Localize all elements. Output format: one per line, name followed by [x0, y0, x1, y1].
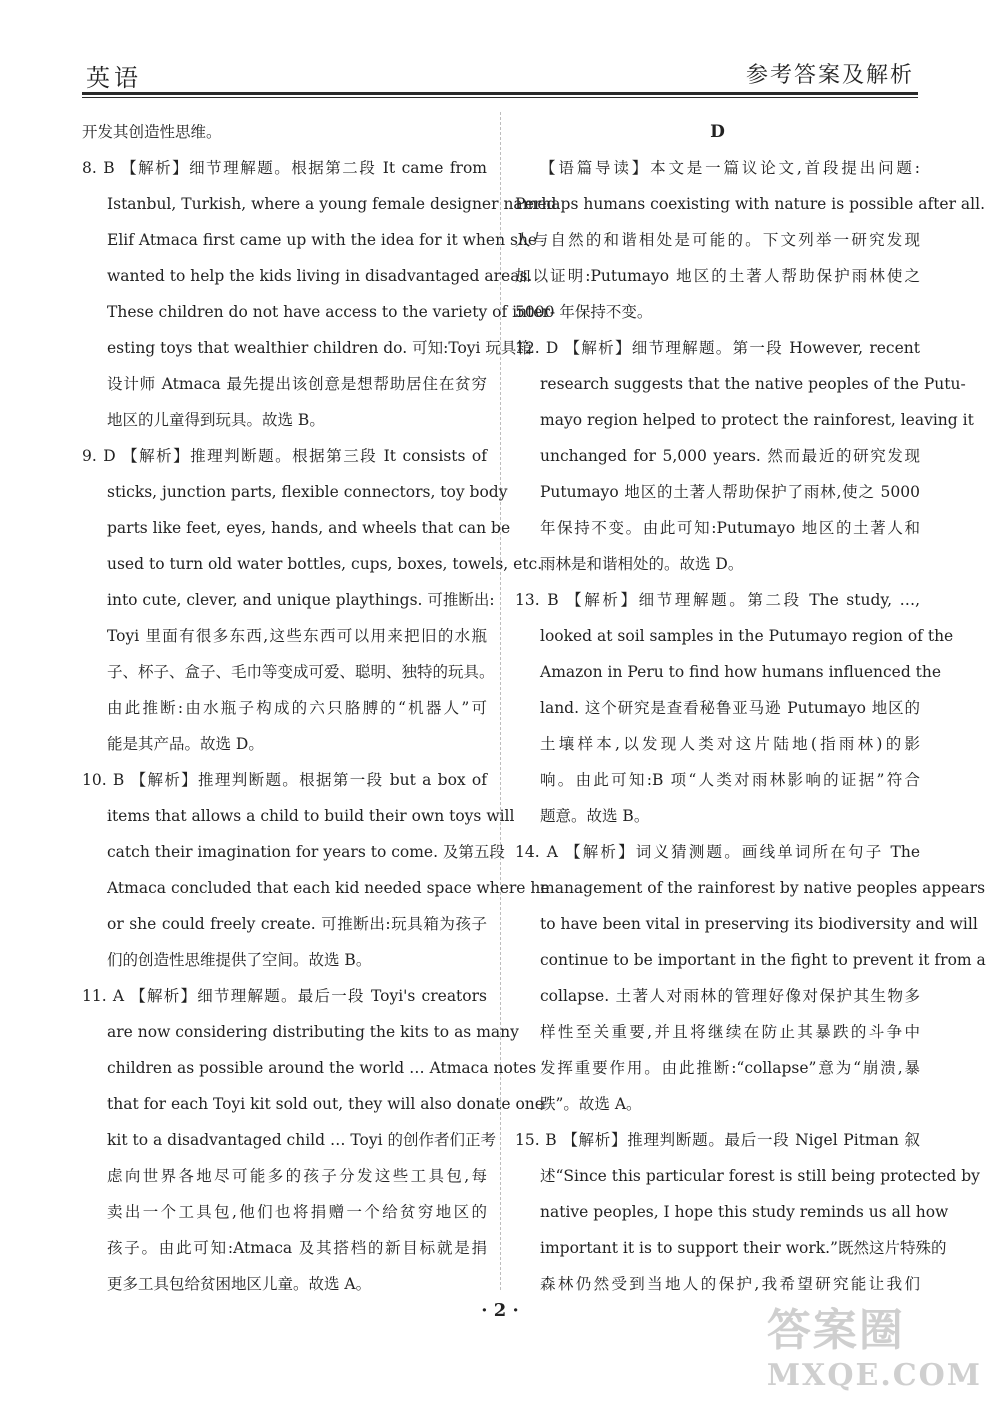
text-line: esting toys that wealthier children do. 可知:Toyi 玩具箱: [107, 339, 532, 357]
text-line: to have been vital in preserving its biodiversity and will: [540, 915, 978, 933]
text-line: 卖出一个工具包,他们也将捐赠一个给贫穷地区的: [107, 1203, 487, 1221]
text-line: 样性至关重要,并且将继续在防止其暴跌的斗争中: [540, 1023, 920, 1041]
text-line: management of the rainforest by native peoples appears: [540, 879, 986, 897]
text-line: 由此推断:由水瓶子构成的六只胳膊的“机器人”可: [107, 699, 487, 717]
text-line: 能是其产品。故选 D。: [107, 735, 264, 753]
text-line: 人与自然的和谐相处是可能的。下文列举一研究发现: [515, 231, 920, 249]
text-line: important it is to support their work.”既然这片特殊的: [540, 1239, 947, 1257]
text-line: 述“Since this particular forest is still being protected by: [540, 1167, 980, 1185]
text-line: 年保持不变。由此可知:Putumayo 地区的土著人和: [540, 519, 920, 537]
text-line: that for each Toyi kit sold out, they will also donate one: [107, 1095, 544, 1113]
left-column: [82, 114, 557, 1302]
text-line: Toyi 里面有很多东西,这些东西可以用来把旧的水瓶: [107, 627, 487, 645]
text-line: 开发其创造性思维。: [82, 123, 222, 141]
answer-10: 10. B 【解析】推理判断题。根据第一段 but a box of: [82, 771, 487, 789]
text-line: research suggests that the native peoples of the Putu-: [540, 375, 966, 393]
answer-13: 13. B 【解析】细节理解题。第二段 The study, …,: [515, 591, 920, 609]
answer-15: 15. B 【解析】推理判断题。最后一段 Nigel Pitman 叙: [515, 1131, 920, 1149]
answer-14: 14. A 【解析】词义猜测题。画线单词所在句子 The: [515, 843, 920, 861]
text-line: or she could freely create. 可推断出:玩具箱为孩子: [107, 915, 487, 933]
text-line: 加以证明:Putumayo 地区的土著人帮助保护雨林使之: [515, 267, 920, 285]
text-line: looked at soil samples in the Putumayo region of the: [540, 627, 954, 645]
right-column: [515, 114, 986, 1302]
text-line: land. 这个研究是查看秘鲁亚马逊 Putumayo 地区的: [540, 699, 920, 717]
text-line: mayo region helped to protect the rainforest, leaving it: [540, 411, 974, 429]
text-line: collapse. 土著人对雨林的管理好像对保护其生物多: [540, 987, 920, 1005]
page-header: [82, 56, 918, 92]
page-number: · 2 ·: [481, 1300, 519, 1321]
header-rule-thin: [82, 97, 918, 98]
text-line: into cute, clever, and unique playthings. 可推断出:: [107, 591, 495, 609]
text-line: 跌”。故选 A。: [540, 1095, 642, 1113]
text-line: 土壤样本,以发现人类对这片陆地(指雨林)的影: [540, 735, 920, 753]
text-line: Atmaca concluded that each kid needed space where he: [107, 879, 550, 897]
text-line: 响。由此可知:B 项“人类对雨林影响的证据”符合: [540, 771, 920, 789]
answer-12: 12. D 【解析】细节理解题。第一段 However, recent: [515, 339, 920, 357]
text-line: parts like feet, eyes, hands, and wheels that can be: [107, 519, 511, 537]
text-line: 更多工具包给贫困地区儿童。故选 A。: [107, 1275, 372, 1293]
text-line: 5000 年保持不变。: [515, 303, 653, 321]
text-line: 发挥重要作用。由此推断:“collapse”意为“崩溃,暴: [540, 1059, 920, 1077]
text-line: native peoples, I hope this study reminds us all how: [540, 1203, 949, 1221]
text-line: used to turn old water bottles, cups, boxes, towels, etc.: [107, 555, 543, 573]
answer-11: 11. A 【解析】细节理解题。最后一段 Toyi's creators: [82, 987, 487, 1005]
reading-guide: 【语篇导读】本文是一篇议论文,首段提出问题:: [540, 159, 920, 177]
section-heading: D: [710, 122, 725, 142]
subject-label: 英语: [86, 64, 142, 92]
text-line: children as possible around the world … Atmaca notes: [107, 1059, 537, 1077]
text-line: wanted to help the kids living in disadvantaged areas.: [107, 267, 533, 285]
text-line: Amazon in Peru to find how humans influenced the: [540, 663, 942, 681]
answer-8: 8. B 【解析】细节理解题。根据第二段 It came from: [82, 159, 487, 177]
header-rule-thick: [82, 92, 918, 95]
text-line: sticks, junction parts, flexible connectors, toy body: [107, 483, 508, 501]
site-stamp-watermark: 答案圈 MXQE.COM: [766, 1305, 982, 1393]
answer-9: 9. D 【解析】推理判断题。根据第三段 It consists of: [82, 447, 487, 465]
text-line: unchanged for 5,000 years. 然而最近的研究发现: [540, 447, 920, 465]
text-line: 子、杯子、盒子、毛巾等变成可爱、聪明、独特的玩具。: [107, 663, 495, 681]
text-line: are now considering distributing the kits to as many: [107, 1023, 519, 1041]
text-line: Putumayo 地区的土著人帮助保护了雨林,使之 5000: [540, 483, 920, 501]
text-line: 雨林是和谐相处的。故选 D。: [540, 555, 744, 573]
text-line: Istanbul, Turkish, where a young female designer named: [107, 195, 557, 213]
text-line: 地区的儿童得到玩具。故选 B。: [107, 411, 325, 429]
text-line: 虑向世界各地尽可能多的孩子分发这些工具包,每: [107, 1167, 487, 1185]
text-line: continue to be important in the fight to prevent it from a: [540, 951, 986, 969]
text-line: items that allows a child to build their own toys will: [107, 807, 515, 825]
text-line: 们的创造性思维提供了空间。故选 B。: [107, 951, 372, 969]
text-line: kit to a disadvantaged child … Toyi 的创作者们正考: [107, 1131, 497, 1149]
text-line: 设计师 Atmaca 最先提出该创意是想帮助居住在贫穷: [107, 375, 487, 393]
text-line: These children do not have access to the variety of inter-: [107, 303, 556, 321]
text-line: Perhaps humans coexisting with nature is possible after all.: [515, 195, 986, 213]
text-line: 孩子。由此可知:Atmaca 及其搭档的新目标就是捐: [107, 1239, 487, 1257]
text-line: 森林仍然受到当地人的保护,我希望研究能让我们: [540, 1275, 920, 1293]
header-title: 参考答案及解析: [745, 63, 914, 88]
text-line: 题意。故选 B。: [540, 807, 650, 825]
text-line: catch their imagination for years to come. 及第五段: [107, 843, 505, 861]
text-line: Elif Atmaca first came up with the idea for it when she: [107, 231, 538, 249]
